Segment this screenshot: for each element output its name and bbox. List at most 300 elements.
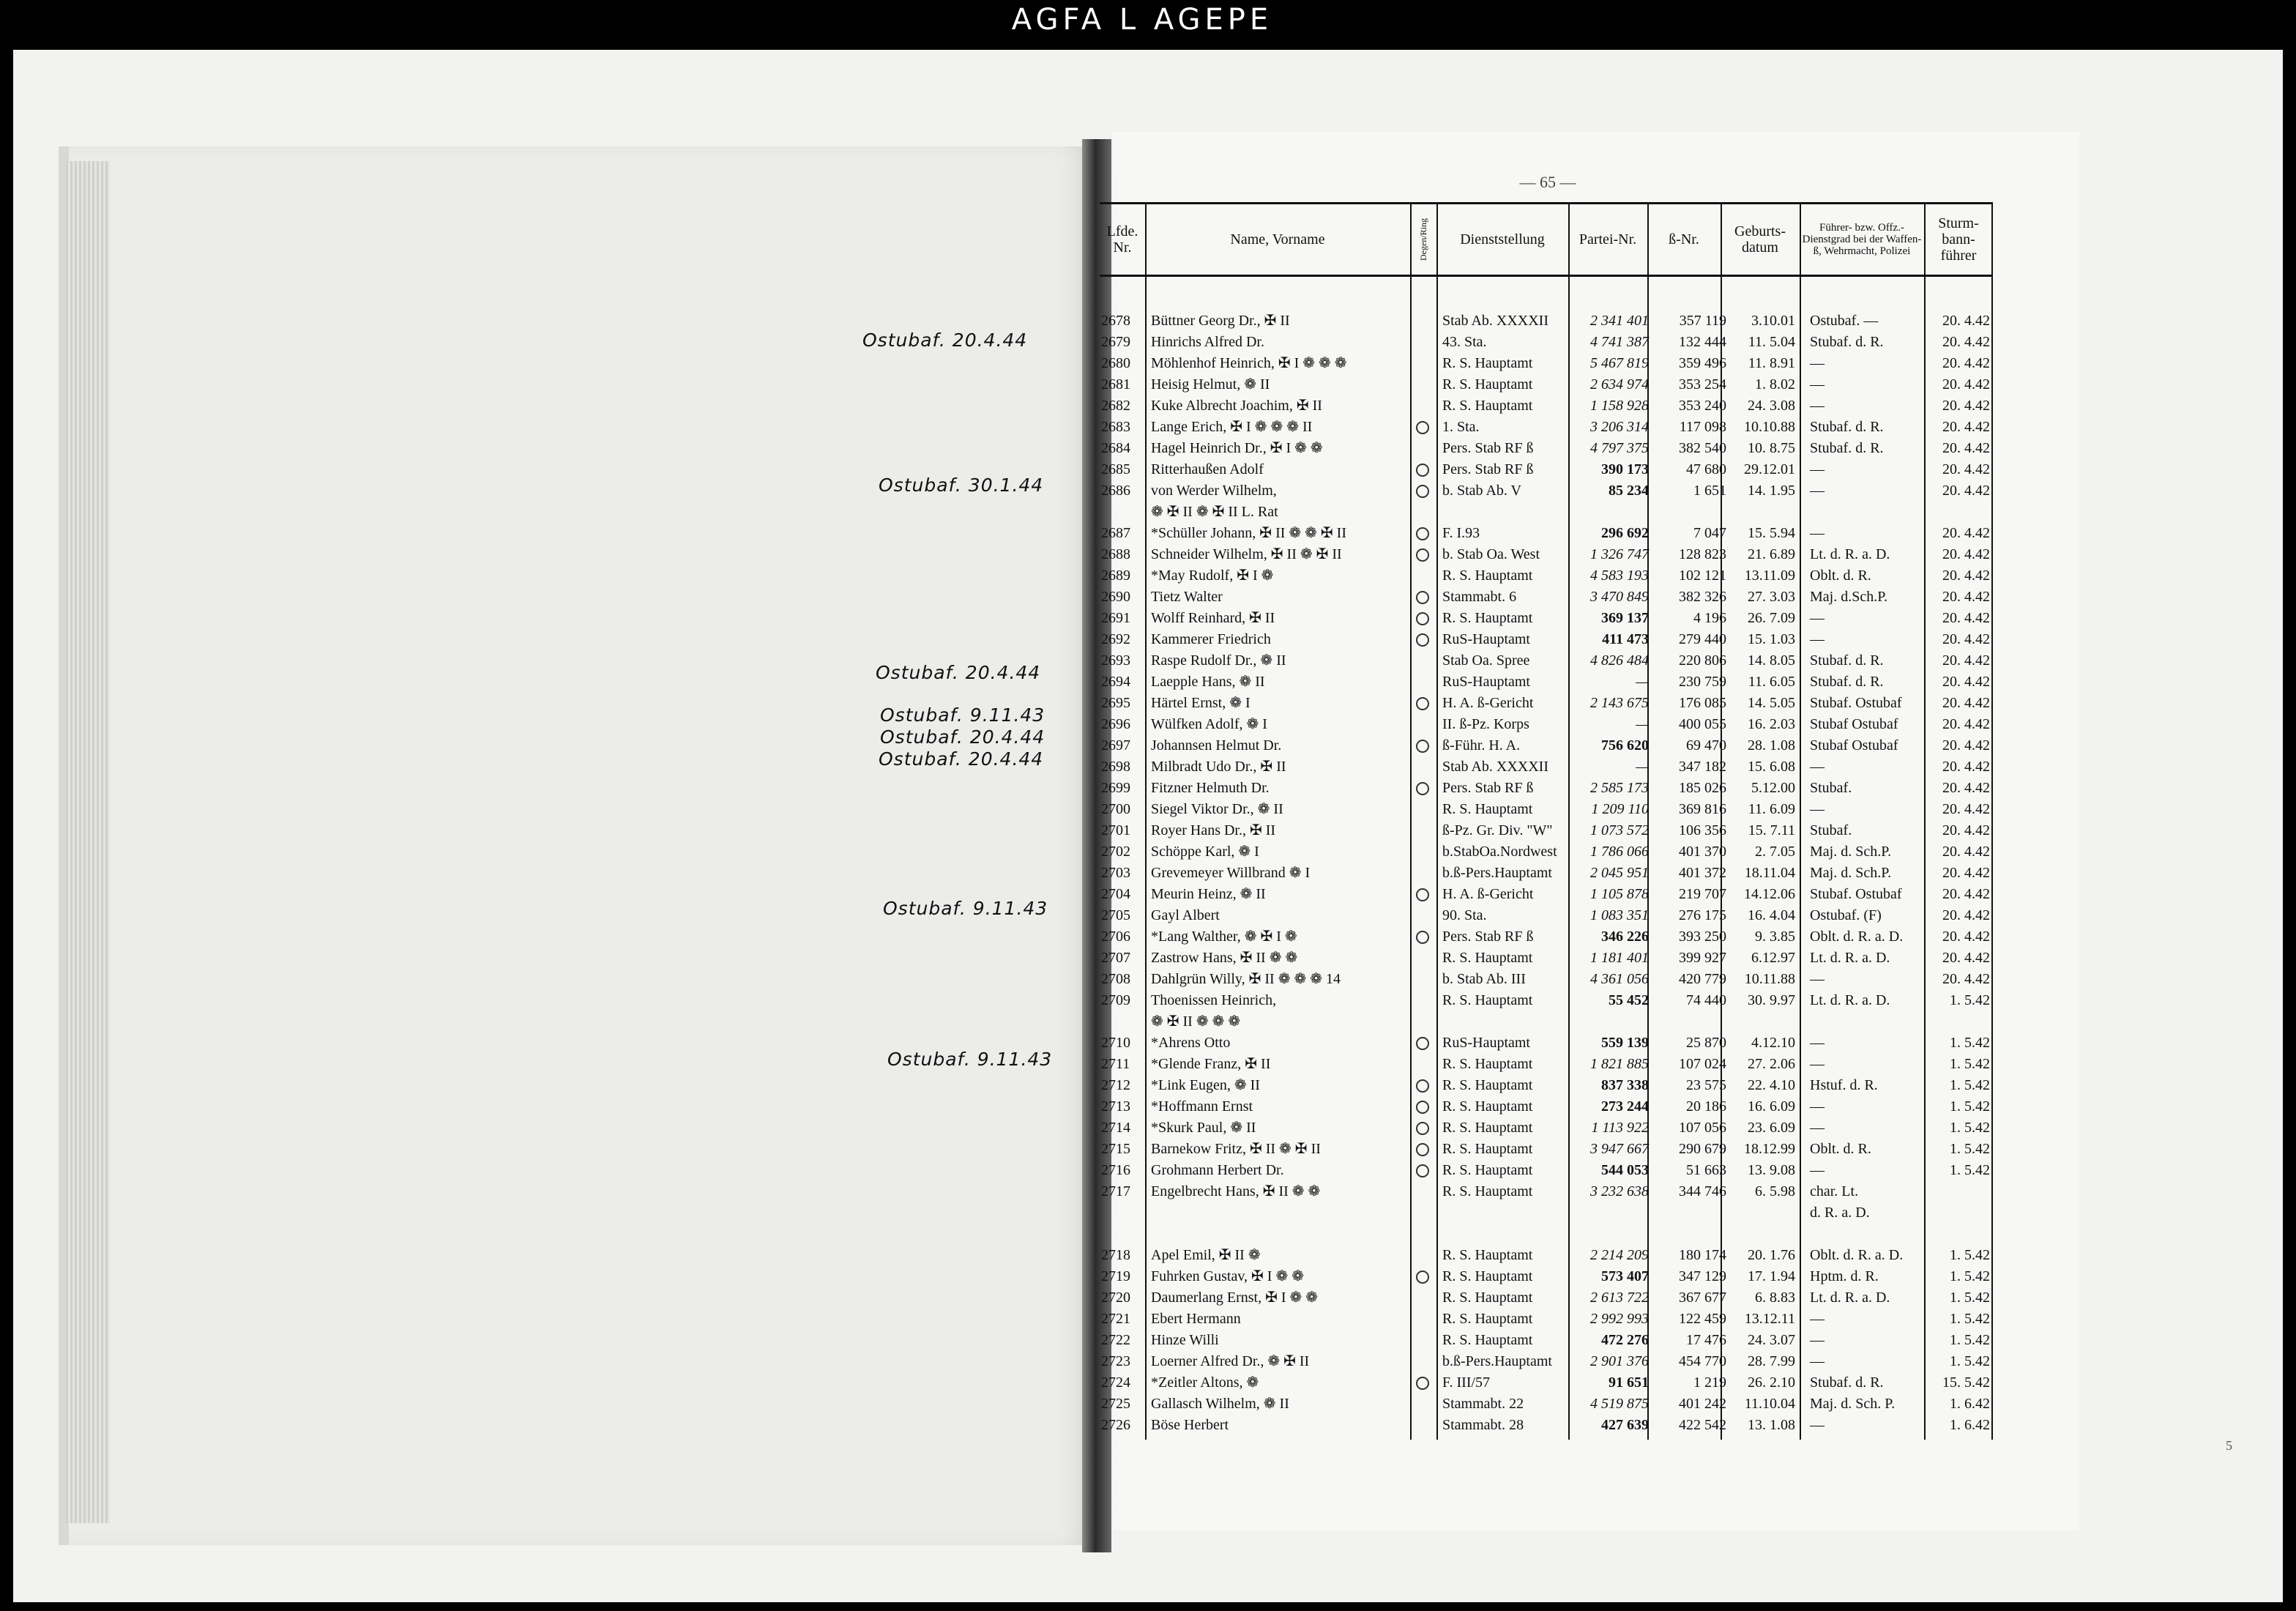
cell-partei: 472 276 xyxy=(1601,1332,1649,1348)
cell-sturm: 1. 5.42 xyxy=(1950,1077,1990,1093)
left-page xyxy=(59,146,1094,1545)
cell-fuehrer: — xyxy=(1810,1098,1824,1115)
cell-ss: 290 679 xyxy=(1679,1141,1726,1157)
cell-name: Ebert Hermann xyxy=(1151,1311,1241,1327)
cell-name: Möhlenhof Heinrich, ✠ I ❁ ❁ ❁ xyxy=(1151,355,1347,371)
cell-dienst: Pers. Stab RF ß xyxy=(1442,780,1534,796)
table-row xyxy=(1100,502,1993,522)
cell-dienst: b.ß-Pers.Hauptamt xyxy=(1442,1353,1552,1369)
cell-fuehrer: Stubaf. d. R. xyxy=(1810,652,1884,669)
cell-ss: 74 440 xyxy=(1686,992,1726,1008)
cell-ring xyxy=(1414,417,1431,440)
cell-name: von Werder Wilhelm, xyxy=(1151,483,1277,499)
cell-geb: 14. 1.95 xyxy=(1748,483,1795,499)
cell-dienst: Stab Ab. XXXXII xyxy=(1442,313,1548,329)
cell-nr: 2702 xyxy=(1101,844,1130,860)
cell-ring xyxy=(1414,778,1431,801)
cell-partei: 3 206 314 xyxy=(1590,419,1649,435)
cell-ss: 230 759 xyxy=(1679,674,1726,690)
cell-sturm: 1. 5.42 xyxy=(1950,1311,1990,1327)
cell-sturm: 1. 5.42 xyxy=(1950,1290,1990,1306)
cell-sturm: 20. 4.42 xyxy=(1942,844,1990,860)
cell-name: Meurin Heinz, ❁ II xyxy=(1151,886,1266,902)
cell-fuehrer: — xyxy=(1810,376,1824,392)
cell-nr: 2708 xyxy=(1101,971,1130,987)
cell-dienst: Stab Ab. XXXXII xyxy=(1442,759,1548,775)
cell-dienst: 90. Sta. xyxy=(1442,907,1487,923)
cell-nr: 2696 xyxy=(1101,716,1130,732)
cell-dienst: R. S. Hauptamt xyxy=(1442,1077,1533,1093)
cell-sturm: 20. 4.42 xyxy=(1942,398,1990,414)
cell-fuehrer: — xyxy=(1810,1120,1824,1136)
ring-icon xyxy=(1416,1164,1429,1177)
cell-nr: 2716 xyxy=(1101,1162,1130,1178)
cell-dienst: R. S. Hauptamt xyxy=(1442,568,1533,584)
cell-fuehrer: — xyxy=(1810,1311,1824,1327)
cell-fuehrer: Stubaf. Ostubaf xyxy=(1810,886,1902,902)
cell-dienst: Stammabt. 22 xyxy=(1442,1396,1524,1412)
header-geb: Geburts-datum xyxy=(1734,223,1786,256)
header-fuehrer: Führer- bzw. Offz.-Dienstgrad bei der Waffen-ß, Wehrmacht, Polizei xyxy=(1802,222,1922,257)
cell-dienst: b.ß-Pers.Hauptamt xyxy=(1442,865,1552,881)
cell-sturm: 15. 5.42 xyxy=(1942,1374,1990,1391)
cell-sturm: 20. 4.42 xyxy=(1942,801,1990,817)
cell-sturm: 20. 4.42 xyxy=(1942,737,1990,754)
cell-ss: 367 677 xyxy=(1679,1290,1726,1306)
cell-geb: 11.10.04 xyxy=(1744,1396,1795,1412)
table-row xyxy=(1100,756,1993,777)
ring-icon xyxy=(1416,1037,1429,1050)
table-row xyxy=(1100,1181,1993,1202)
cell-nr: 2715 xyxy=(1101,1141,1130,1157)
cell-dienst: R. S. Hauptamt xyxy=(1442,992,1533,1008)
cell-nr: 2686 xyxy=(1101,483,1130,499)
cell-ss: 382 540 xyxy=(1679,440,1726,456)
cell-partei: 1 821 885 xyxy=(1590,1056,1649,1072)
cell-partei: 273 244 xyxy=(1601,1098,1649,1115)
cell-nr: 2706 xyxy=(1101,929,1130,945)
ring-icon xyxy=(1416,1377,1429,1390)
cell-sturm: 20. 4.42 xyxy=(1942,313,1990,329)
cell-partei: 1 083 351 xyxy=(1590,907,1649,923)
cell-partei: 4 741 387 xyxy=(1590,334,1649,350)
cell-geb: 16. 6.09 xyxy=(1748,1098,1795,1115)
cell-name: Thoenissen Heinrich, xyxy=(1151,992,1277,1008)
cell-name: Hinze Willi xyxy=(1151,1332,1219,1348)
cell-fuehrer: Stubaf. xyxy=(1810,780,1852,796)
cell-dienst: R. S. Hauptamt xyxy=(1442,1290,1533,1306)
cell-name: Kuke Albrecht Joachim, ✠ II xyxy=(1151,398,1322,414)
cell-ss: 359 496 xyxy=(1679,355,1726,371)
tail-mark: 5 xyxy=(2226,1438,2232,1453)
cell-partei: 1 786 066 xyxy=(1590,844,1649,860)
cell-sturm: 1. 5.42 xyxy=(1950,992,1990,1008)
cell-nr: 2704 xyxy=(1101,886,1130,902)
cell-ss: 1 219 xyxy=(1693,1374,1726,1391)
cell-name: Siegel Viktor Dr., ❁ II xyxy=(1151,801,1283,817)
cell-dienst: R. S. Hauptamt xyxy=(1442,1162,1533,1178)
cell-dienst: 43. Sta. xyxy=(1442,334,1487,350)
cell-name: Raspe Rudolf Dr., ❁ II xyxy=(1151,652,1286,669)
cell-geb: 24. 3.08 xyxy=(1748,398,1795,414)
cell-name: Laepple Hans, ❁ II xyxy=(1151,674,1265,690)
cell-sturm: 20. 4.42 xyxy=(1942,822,1990,838)
cell-fuehrer: — xyxy=(1810,461,1824,477)
cell-fuehrer: Stubaf Ostubaf xyxy=(1810,716,1898,732)
table-row xyxy=(1100,1372,1993,1393)
cell-partei: 559 139 xyxy=(1601,1035,1649,1051)
cell-nr: 2713 xyxy=(1101,1098,1130,1115)
ring-icon xyxy=(1416,697,1429,710)
cell-sturm: 20. 4.42 xyxy=(1942,334,1990,350)
table-row xyxy=(1100,1139,1993,1159)
cell-geb: 11. 5.04 xyxy=(1748,334,1795,350)
cell-ss: 344 746 xyxy=(1679,1183,1726,1199)
cell-dienst: R. S. Hauptamt xyxy=(1442,1141,1533,1157)
cell-partei: — xyxy=(1636,759,1649,775)
cell-ss: 420 779 xyxy=(1679,971,1726,987)
cell-ring xyxy=(1414,544,1431,568)
cell-geb: 30. 9.97 xyxy=(1748,992,1795,1008)
cell-fuehrer: Stubaf. d. R. xyxy=(1810,440,1884,456)
cell-geb: 10.10.88 xyxy=(1744,419,1795,435)
cell-name: Milbradt Udo Dr., ✠ II xyxy=(1151,759,1286,775)
table-row xyxy=(1100,714,1993,734)
cell-geb: 17. 1.94 xyxy=(1748,1268,1795,1284)
header-dienst: Dienststellung xyxy=(1460,231,1545,248)
cell-name: Johannsen Helmut Dr. xyxy=(1151,737,1282,754)
cell-geb: 6.12.97 xyxy=(1751,950,1795,966)
table-row xyxy=(1100,417,1993,437)
cell-dienst: Pers. Stab RF ß xyxy=(1442,440,1534,456)
cell-geb: 26. 2.10 xyxy=(1748,1374,1795,1391)
table-row xyxy=(1100,693,1993,713)
cell-dienst: II. ß-Pz. Korps xyxy=(1442,716,1529,732)
ring-icon xyxy=(1416,591,1429,604)
table-header xyxy=(1100,202,1993,277)
cell-nr: 2722 xyxy=(1101,1332,1130,1348)
cell-ss: 454 770 xyxy=(1679,1353,1726,1369)
cell-nr: 2717 xyxy=(1101,1183,1130,1199)
ring-icon xyxy=(1416,485,1429,498)
cell-ss: 393 250 xyxy=(1679,929,1726,945)
cell-ring xyxy=(1414,1117,1431,1141)
cell-sturm: 20. 4.42 xyxy=(1942,950,1990,966)
cell-name: *Schüller Johann, ✠ II ❁ ❁ ✠ II xyxy=(1151,525,1346,541)
cell-nr: 2691 xyxy=(1101,610,1130,626)
cell-partei: 2 143 675 xyxy=(1590,695,1649,711)
cell-geb: 14.12.06 xyxy=(1744,886,1795,902)
cell-partei: 3 232 638 xyxy=(1590,1183,1649,1199)
cell-nr: 2679 xyxy=(1101,334,1130,350)
table-row xyxy=(1100,820,1993,841)
cell-sturm: 20. 4.42 xyxy=(1942,971,1990,987)
cell-name: Wolff Reinhard, ✠ II xyxy=(1151,610,1275,626)
cell-nr: 2719 xyxy=(1101,1268,1130,1284)
cell-nr: 2701 xyxy=(1101,822,1130,838)
cell-fuehrer: Lt. d. R. a. D. xyxy=(1810,950,1890,966)
cell-dienst: R. S. Hauptamt xyxy=(1442,1056,1533,1072)
table-row xyxy=(1100,395,1993,416)
cell-fuehrer: — xyxy=(1810,355,1824,371)
cell-name: Hinrichs Alfred Dr. xyxy=(1151,334,1264,350)
cell-ss: 122 459 xyxy=(1679,1311,1726,1327)
margin-note: Ostubaf. 20.4.44 xyxy=(876,662,1041,683)
cell-dienst: R. S. Hauptamt xyxy=(1442,1098,1533,1115)
cell-nr: 2721 xyxy=(1101,1311,1130,1327)
cell-ss: 357 119 xyxy=(1679,313,1726,329)
cell-ss: 106 356 xyxy=(1679,822,1726,838)
cell-name: Schneider Wilhelm, ✠ II ❁ ✠ II xyxy=(1151,546,1342,562)
ring-icon xyxy=(1416,1122,1429,1135)
cell-sturm: 20. 4.42 xyxy=(1942,865,1990,881)
table-row xyxy=(1100,884,1993,904)
ring-icon xyxy=(1416,548,1429,562)
cell-name: Dahlgrün Willy, ✠ II ❁ ❁ ❁ 14 xyxy=(1151,971,1341,987)
cell-fuehrer: Maj. d. Sch.P. xyxy=(1810,865,1892,881)
cell-sturm: 1. 5.42 xyxy=(1950,1247,1990,1263)
cell-fuehrer: Stubaf Ostubaf xyxy=(1810,737,1898,754)
cell-ring xyxy=(1414,1266,1431,1290)
cell-partei: 544 053 xyxy=(1601,1162,1649,1178)
cell-nr: 2726 xyxy=(1101,1417,1130,1433)
cell-fuehrer: Maj. d.Sch.P. xyxy=(1810,589,1888,605)
cell-ss: 102 121 xyxy=(1679,568,1726,584)
cell-nr: 2681 xyxy=(1101,376,1130,392)
cell-nr: 2699 xyxy=(1101,780,1130,796)
cell-fuehrer: Lt. d. R. a. D. xyxy=(1810,1290,1890,1306)
cell-geb: 23. 6.09 xyxy=(1748,1120,1795,1136)
cell-fuehrer: Ostubaf. — xyxy=(1810,313,1879,329)
cell-nr: 2680 xyxy=(1101,355,1130,371)
cell-partei: 296 692 xyxy=(1601,525,1649,541)
cell-dienst: RuS-Hauptamt xyxy=(1442,674,1530,690)
cell-fuehrer: — xyxy=(1810,759,1824,775)
cell-nr: 2689 xyxy=(1101,568,1130,584)
cell-geb: 13. 9.08 xyxy=(1748,1162,1795,1178)
header-nr: Lfde. Nr. xyxy=(1106,223,1138,256)
cell-sturm: 1. 5.42 xyxy=(1950,1056,1990,1072)
cell-geb: 20. 1.76 xyxy=(1748,1247,1795,1263)
cell-geb: 10.11.88 xyxy=(1744,971,1795,987)
cell-ss: 353 254 xyxy=(1679,376,1726,392)
cell-partei: 2 341 401 xyxy=(1590,313,1649,329)
cell-partei: 3 470 849 xyxy=(1590,589,1649,605)
table-row xyxy=(1100,1245,1993,1265)
cell-fuehrer: — xyxy=(1810,801,1824,817)
cell-geb: 28. 7.99 xyxy=(1748,1353,1795,1369)
cell-dienst: R. S. Hauptamt xyxy=(1442,801,1533,817)
cell-dienst: R. S. Hauptamt xyxy=(1442,1120,1533,1136)
table-row xyxy=(1100,1096,1993,1117)
cell-sturm: 1. 5.42 xyxy=(1950,1098,1990,1115)
cell-geb: 13.12.11 xyxy=(1744,1311,1795,1327)
cell-fuehrer: — xyxy=(1810,971,1824,987)
cell-fuehrer: — xyxy=(1810,610,1824,626)
cell-partei: 756 620 xyxy=(1601,737,1649,754)
cell-fuehrer: Hstuf. d. R. xyxy=(1810,1077,1878,1093)
cell-dienst: b. Stab Ab. III xyxy=(1442,971,1526,987)
cell-ring xyxy=(1414,1096,1431,1120)
cell-geb: 15. 1.03 xyxy=(1748,631,1795,647)
table-row xyxy=(1100,1266,1993,1287)
table-row xyxy=(1100,1011,1993,1032)
cell-dienst: F. III/57 xyxy=(1442,1374,1491,1391)
table-row xyxy=(1100,608,1993,628)
cell-geb: 22. 4.10 xyxy=(1748,1077,1795,1093)
cell-fuehrer: — xyxy=(1810,1035,1824,1051)
cell-dienst: Pers. Stab RF ß xyxy=(1442,929,1534,945)
table-row xyxy=(1100,948,1993,968)
cell-geb: 15. 5.94 xyxy=(1748,525,1795,541)
cell-nr: 2718 xyxy=(1101,1247,1130,1263)
cell-geb: 16. 4.04 xyxy=(1748,907,1795,923)
cell-nr: 2723 xyxy=(1101,1353,1130,1369)
cell-geb: 28. 1.08 xyxy=(1748,737,1795,754)
table-row xyxy=(1100,629,1993,650)
cell-geb: 18.12.99 xyxy=(1744,1141,1795,1157)
cell-nr: 2684 xyxy=(1101,440,1130,456)
cell-geb: 21. 6.89 xyxy=(1748,546,1795,562)
cell-sturm: 20. 4.42 xyxy=(1942,631,1990,647)
cell-geb: 3.10.01 xyxy=(1751,313,1795,329)
cell-nr: 2705 xyxy=(1101,907,1130,923)
table-row xyxy=(1100,1287,1993,1308)
cell-nr: 2692 xyxy=(1101,631,1130,647)
cell-nr: 2720 xyxy=(1101,1290,1130,1306)
cell-ring xyxy=(1414,693,1431,716)
cell-partei: 1 326 747 xyxy=(1590,546,1649,562)
cell-dienst: R. S. Hauptamt xyxy=(1442,1332,1533,1348)
cell-sturm: 20. 4.42 xyxy=(1942,419,1990,435)
ring-icon xyxy=(1416,1143,1429,1156)
cell-dienst: ß-Pz. Gr. Div. "W" xyxy=(1442,822,1553,838)
cell-geb: 1. 8.02 xyxy=(1755,376,1795,392)
cell-dienst: R. S. Hauptamt xyxy=(1442,376,1533,392)
cell-partei: 5 467 819 xyxy=(1590,355,1649,371)
cell-name: Schöppe Karl, ❁ I xyxy=(1151,844,1259,860)
cell-name: Grohmann Herbert Dr. xyxy=(1151,1162,1284,1178)
cell-ring xyxy=(1414,735,1431,759)
cell-sturm: 20. 4.42 xyxy=(1942,695,1990,711)
cell-ss: 353 240 xyxy=(1679,398,1726,414)
cell-fuehrer: Stubaf. d. R. xyxy=(1810,674,1884,690)
cell-ss: 69 470 xyxy=(1686,737,1726,754)
cell-name: Loerner Alfred Dr., ❁ ✠ II xyxy=(1151,1353,1310,1369)
cell-partei: 837 338 xyxy=(1601,1077,1649,1093)
cell-nr: 2725 xyxy=(1101,1396,1130,1412)
cell-ring xyxy=(1414,523,1431,546)
table-row xyxy=(1100,863,1993,883)
cell-sturm: 20. 4.42 xyxy=(1942,589,1990,605)
cell-name: Härtel Ernst, ❁ I xyxy=(1151,695,1250,711)
table-row xyxy=(1100,1075,1993,1095)
cell-dienst: R. S. Hauptamt xyxy=(1442,610,1533,626)
cell-partei: 2 634 974 xyxy=(1590,376,1649,392)
cell-partei: 2 214 209 xyxy=(1590,1247,1649,1263)
cell-fuehrer: — xyxy=(1810,1332,1824,1348)
table-row xyxy=(1100,926,1993,947)
cell-partei: 573 407 xyxy=(1601,1268,1649,1284)
cell-ss: 47 680 xyxy=(1686,461,1726,477)
cell-name: *Lang Walther, ❁ ✠ I ❁ xyxy=(1151,929,1297,945)
cell-partei: 3 947 667 xyxy=(1590,1141,1649,1157)
cell-name: Royer Hans Dr., ✠ II xyxy=(1151,822,1276,838)
table-row xyxy=(1100,1330,1993,1350)
cell-geb: 6. 8.83 xyxy=(1755,1290,1795,1306)
cell-fuehrer: — xyxy=(1810,1417,1824,1433)
cell-partei: 427 639 xyxy=(1601,1417,1649,1433)
cell-fuehrer: Ostubaf. (F) xyxy=(1810,907,1882,923)
cell-geb: 5.12.00 xyxy=(1751,780,1795,796)
cell-sturm: 20. 4.42 xyxy=(1942,525,1990,541)
cell-name: Büttner Georg Dr., ✠ II xyxy=(1151,313,1290,329)
cell-geb: 15. 6.08 xyxy=(1748,759,1795,775)
table-row xyxy=(1100,841,1993,862)
cell-ss: 117 098 xyxy=(1679,419,1726,435)
cell-sturm: 20. 4.42 xyxy=(1942,759,1990,775)
cell-ring xyxy=(1414,926,1431,950)
cell-partei: 4 797 375 xyxy=(1590,440,1649,456)
cell-name: Engelbrecht Hans, ✠ II ❁ ❁ xyxy=(1151,1183,1321,1199)
cell-ss: 347 129 xyxy=(1679,1268,1726,1284)
cell-nr: 2709 xyxy=(1101,992,1130,1008)
cell-ss: 180 174 xyxy=(1679,1247,1726,1263)
cell-nr: 2714 xyxy=(1101,1120,1130,1136)
cell-sturm: 20. 4.42 xyxy=(1942,355,1990,371)
cell-fuehrer: Stubaf. d. R. xyxy=(1810,419,1884,435)
cell-nr: 2682 xyxy=(1101,398,1130,414)
cell-fuehrer: — xyxy=(1810,398,1824,414)
cell-partei: 2 992 993 xyxy=(1590,1311,1649,1327)
cell-partei: 369 137 xyxy=(1601,610,1649,626)
cell-sturm: 1. 6.42 xyxy=(1950,1417,1990,1433)
ring-icon xyxy=(1416,1101,1429,1114)
ring-icon xyxy=(1416,931,1429,944)
film-label: AGFA L AGEPE xyxy=(1011,3,1273,37)
cell-name: Heisig Helmut, ❁ II xyxy=(1151,376,1270,392)
cell-sturm: 20. 4.42 xyxy=(1942,546,1990,562)
cell-ss: 1 651 xyxy=(1693,483,1726,499)
cell-partei: 411 473 xyxy=(1602,631,1649,647)
cell-geb: 29.12.01 xyxy=(1744,461,1795,477)
cell-sturm: 20. 4.42 xyxy=(1942,780,1990,796)
cell-ring xyxy=(1414,1372,1431,1396)
cell-ss: 400 055 xyxy=(1679,716,1726,732)
cell-sturm: 20. 4.42 xyxy=(1942,376,1990,392)
cell-partei: 2 045 951 xyxy=(1590,865,1649,881)
margin-note: Ostubaf. 9.11.43 xyxy=(883,898,1048,919)
cell-ss: 20 186 xyxy=(1686,1098,1726,1115)
cell-sturm: 1. 5.42 xyxy=(1950,1332,1990,1348)
cell-ss: 185 026 xyxy=(1679,780,1726,796)
table-row xyxy=(1100,565,1993,586)
cell-dienst: Stammabt. 6 xyxy=(1442,589,1517,605)
cell-fuehrer: Oblt. d. R. xyxy=(1810,568,1871,584)
cell-nr: 2703 xyxy=(1101,865,1130,881)
cell-name: ❁ ✠ II ❁ ❁ ❁ xyxy=(1151,1013,1241,1030)
cell-partei: 1 181 401 xyxy=(1590,950,1649,966)
cell-sturm: 1. 6.42 xyxy=(1950,1396,1990,1412)
cell-name: *Ahrens Otto xyxy=(1151,1035,1231,1051)
table-row xyxy=(1100,735,1993,756)
cell-dienst: F. I.93 xyxy=(1442,525,1480,541)
cell-name: *Hoffmann Ernst xyxy=(1151,1098,1253,1115)
cell-dienst: R. S. Hauptamt xyxy=(1442,1311,1533,1327)
cell-geb: 18.11.04 xyxy=(1744,865,1795,881)
cell-name: Daumerlang Ernst, ✠ I ❁ ❁ xyxy=(1151,1290,1318,1306)
table-row xyxy=(1100,1202,1993,1223)
